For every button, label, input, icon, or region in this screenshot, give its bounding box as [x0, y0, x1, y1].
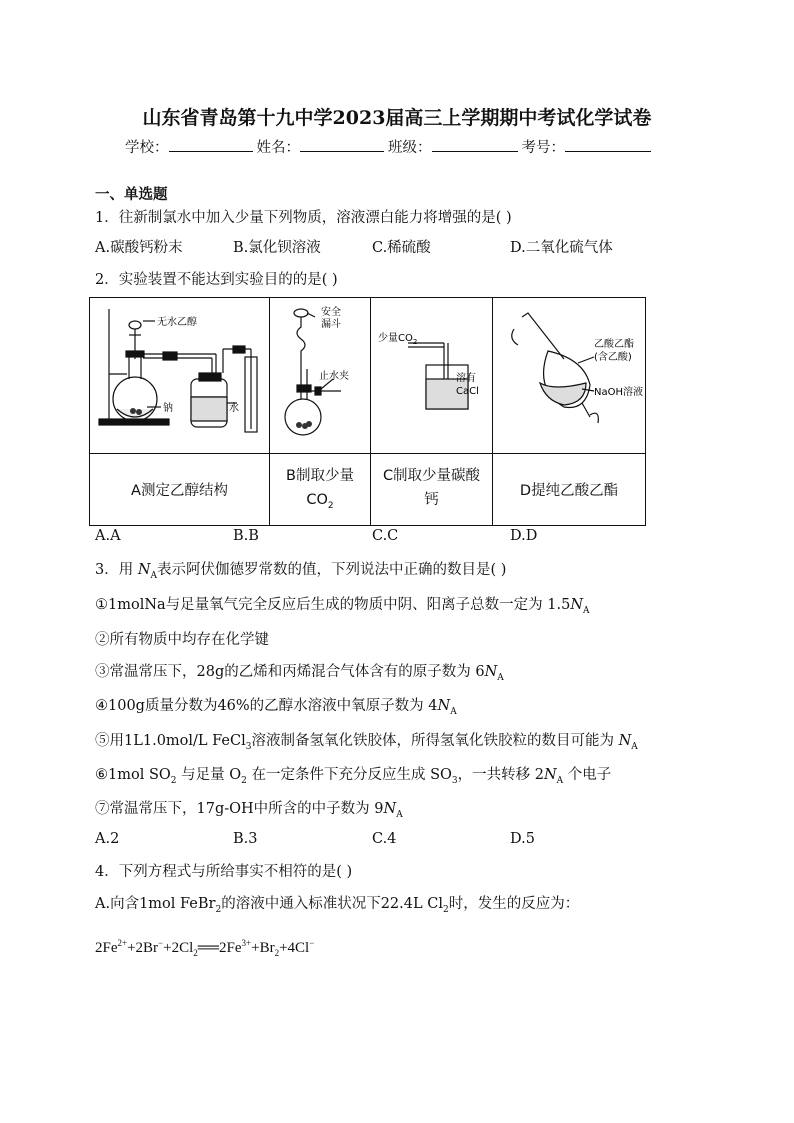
label-with-acetic-acid: (含乙酸): [594, 351, 632, 363]
q3-option-b[interactable]: B.3: [233, 831, 258, 847]
class-blank[interactable]: [432, 137, 518, 152]
apparatus-c-drawing: [372, 299, 492, 449]
q2-option-b[interactable]: B.B: [233, 528, 259, 544]
class-label: 班级：: [388, 140, 432, 156]
q2-option-c[interactable]: C.C: [372, 528, 399, 544]
label-safety-1: 安全: [320, 306, 341, 318]
q2-stem: 2．实验装置不能达到实验目的的是( ): [95, 272, 338, 288]
apparatus-b-cell: [270, 298, 371, 454]
label-ethyl-acetate: 乙酸乙酯: [594, 338, 634, 350]
experiment-table: [89, 297, 646, 526]
q4-option-a[interactable]: A.向含1mol FeBr$_2$的溶液中通入标准状况下22.4L $Cl_2$时，发生的反应为：: [95, 896, 580, 915]
label-sodium: 钠: [162, 402, 173, 414]
apparatus-a-cell: [90, 298, 270, 454]
q1-option-d[interactable]: D.二氧化硫气体: [510, 240, 613, 256]
student-info-line: [125, 136, 655, 157]
q3-item-2: ②所有物质中均存在化学键: [95, 632, 269, 648]
q1-option-a[interactable]: A.碳酸钙粉末: [95, 240, 183, 256]
q3-item-1: ①1molNa与足量氧气完全反应后生成的物质中阴、阳离子总数一定为 $1.5N_A$: [95, 597, 590, 616]
label-co2: 少量$CO_2$: [377, 332, 417, 346]
q3-stem: 3．用 $N_A$表示阿伏伽德罗常数的值，下列说法中正确的数目是( ): [95, 562, 507, 581]
label-safety-2: 漏斗: [320, 318, 341, 330]
q4-stem: 4．下列方程式与所给事实不相符的是( ): [95, 864, 353, 880]
school-blank[interactable]: [169, 137, 253, 152]
q2-option-d[interactable]: D.D: [510, 528, 538, 544]
label-cacl2: CaCl: [455, 385, 479, 397]
apparatus-b-drawing: [271, 299, 370, 449]
label-anhydrous-ethanol: 无水乙醇: [156, 316, 197, 328]
label-dissolved: 溶有: [455, 372, 476, 384]
apparatus-c-cell: [371, 298, 493, 454]
q3-option-a[interactable]: A.2: [95, 831, 120, 847]
q1-option-c[interactable]: C.稀硫酸: [372, 240, 431, 256]
label-water-clamp: 止水夹: [318, 370, 349, 382]
q3-item-3: ③常温常压下，28g的乙烯和丙烯混合气体含有的原子数为 $6N_A$: [95, 664, 504, 683]
number-blank[interactable]: [565, 137, 651, 152]
q3-item-6: ⑥1mol $SO_2$ 与足量 $O_2$ 在一定条件下充分反应生成 $SO_3$，一共转移 $2N_A$ 个电子: [95, 767, 612, 786]
name-blank[interactable]: [300, 137, 384, 152]
apparatus-d-cell: [493, 298, 646, 454]
number-label: 考号：: [521, 140, 565, 156]
label-naoh: NaOH溶液: [594, 386, 643, 398]
apparatus-d-drawing: [494, 299, 644, 449]
school-label: 学校：: [125, 140, 169, 156]
q4-equation: $2Fe^{2+}+2Br^-+2Cl_2══2Fe^{3+}+Br_2+4Cl^-$: [95, 938, 315, 958]
q1-option-b[interactable]: B.氯化钡溶液: [233, 240, 321, 256]
q2-option-a[interactable]: A.A: [95, 528, 121, 544]
caption-a: A测定乙醇结构: [90, 454, 270, 526]
q3-option-c[interactable]: C.4: [372, 831, 397, 847]
q3-item-7: ⑦常温常压下，17g-OH中所含的中子数为 $9N_A$: [95, 801, 403, 820]
caption-c: C制取少量碳酸 钙: [371, 454, 493, 526]
section-heading: 一、单选题: [95, 187, 168, 203]
apparatus-a-drawing: [91, 299, 269, 449]
q1-stem: 1．往新制氯水中加入少量下列物质，溶液漂白能力将增强的是( ): [95, 210, 512, 226]
name-label: 姓名：: [256, 140, 300, 156]
caption-d: D提纯乙酸乙酯: [493, 454, 646, 526]
caption-b: B制取少量 $CO_2$: [270, 454, 371, 526]
q3-item-4: ④100g质量分数为46%的乙醇水溶液中氧原子数为 $4N_A$: [95, 698, 457, 717]
page-title: 山东省青岛第十九中学2023届高三上学期期中考试化学试卷: [142, 107, 652, 129]
q3-option-d[interactable]: D.5: [510, 831, 535, 847]
q3-item-5: ⑤用1L1.0mol/L FeCl$_3$溶液制备氢氧化铁胶体，所得氢氧化铁胶粒的数目可能为 $N_A$: [95, 733, 638, 752]
label-water: 水: [228, 402, 239, 414]
